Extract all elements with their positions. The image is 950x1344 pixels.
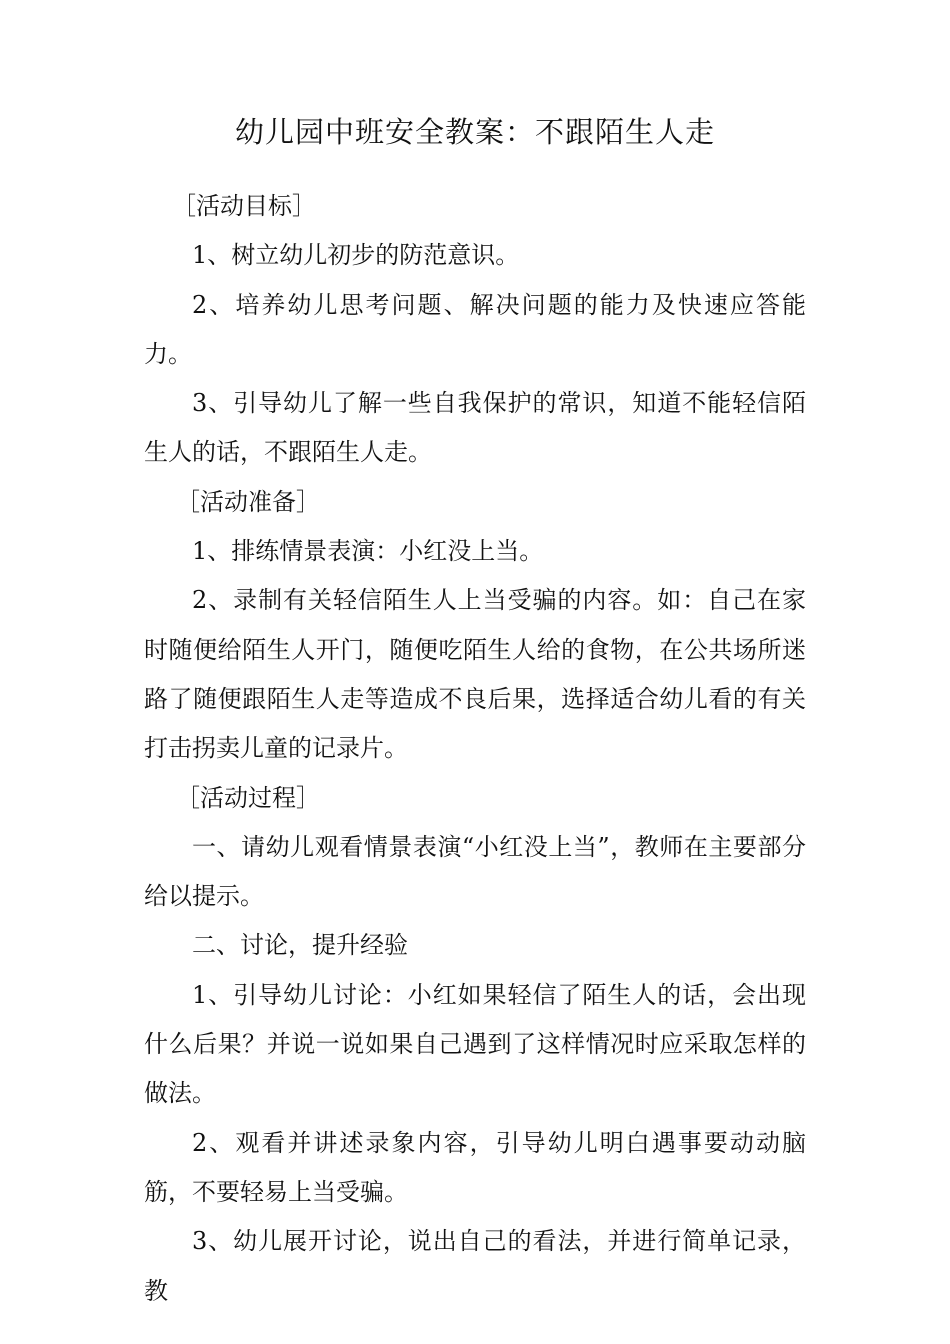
paragraph: 1、排练情景表演：小红没上当。 (192, 537, 544, 566)
paragraph: 二、讨论，提升经验 (192, 931, 408, 960)
paragraph: 1、树立幼儿初步的防范意识。 (192, 241, 520, 270)
document-title: 幼儿园中班安全教案：不跟陌生人走 (234, 115, 715, 149)
paragraph: 1、引导幼儿讨论：小红如果轻信了陌生人的话，会出现什么后果？并说一说如果自己遇到了这样情况时应采取怎样的做法。 (144, 980, 806, 1108)
paragraph: 3、幼儿展开讨论，说出自己的看法，并进行简单记录，教 (144, 1227, 806, 1305)
paragraph: 2、录制有关轻信陌生人上当受骗的内容。如：自己在家时随便给陌生人开门，随便吃陌生人给的食物，在公共场所迷路了随便跟陌生人走等造成不良后果，选择适合幼儿看的有关打击拐卖儿童的记录片。 (144, 586, 806, 763)
paragraph: 一、请幼儿观看情景表演“小红没上当”，教师在主要部分给以提示。 (144, 832, 806, 911)
paragraph: 3、引导幼儿了解一些自我保护的常识，知道不能轻信陌生人的话，不跟陌生人走。 (144, 389, 806, 467)
document-body (144, 182, 806, 1316)
section-heading-process: ［活动过程］ (176, 783, 320, 812)
section-heading-preparation: ［活动准备］ (176, 487, 320, 516)
paragraph: 2、培养幼儿思考问题、解决问题的能力及快速应答能力。 (144, 290, 806, 368)
section-heading-goals: ［活动目标］ (172, 192, 316, 220)
paragraph: 2、观看并讲述录象内容，引导幼儿明白遇事要动动脑筋，不要轻易上当受骗。 (144, 1128, 806, 1206)
